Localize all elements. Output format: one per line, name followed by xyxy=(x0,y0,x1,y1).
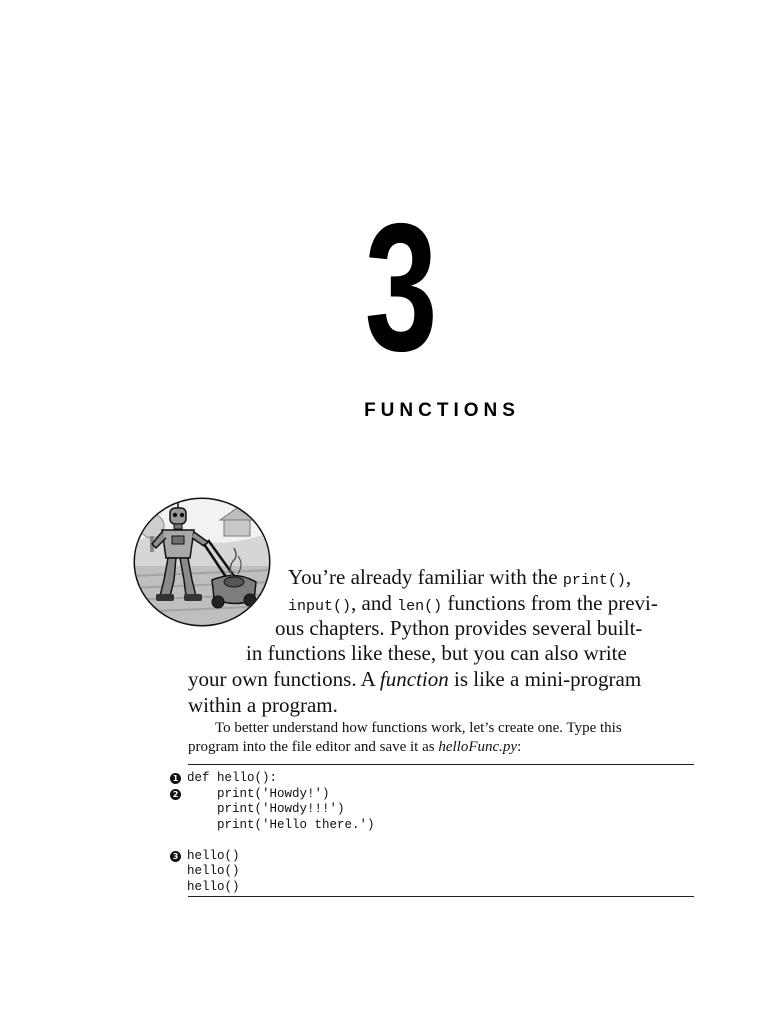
intro-line-2-mid: , and xyxy=(351,591,398,615)
para-line-1: To better understand how functions work, let’s create one. Type this xyxy=(215,720,622,736)
inline-code-input: input() xyxy=(288,598,352,615)
intro-line-1-text: You’re already familiar with the xyxy=(288,565,563,589)
code-top-rule xyxy=(188,764,694,765)
code-text: hello() xyxy=(187,864,240,878)
code-text: print('Hello there.') xyxy=(187,817,375,832)
intro-line-4: in functions like these, but you can also write xyxy=(246,641,627,665)
code-text: hello() xyxy=(187,848,240,863)
intro-line-3: ous chapters. Python provides several built- xyxy=(275,616,643,640)
intro-line-1-end: , xyxy=(625,565,632,589)
intro-line-5-end: is like a mini-program xyxy=(448,667,642,691)
code-text: print('Howdy!!!') xyxy=(187,802,345,816)
code-bottom-rule xyxy=(188,896,694,897)
inline-code-len: len() xyxy=(397,598,443,615)
para-line-2-end: : xyxy=(517,739,522,755)
code-text: hello() xyxy=(187,879,240,894)
callout-marker-2: 2 xyxy=(170,789,181,800)
code-text: print('Howdy!') xyxy=(187,786,330,801)
para-line-2 xyxy=(188,738,698,757)
intro-line-5 xyxy=(188,666,641,692)
filename-hellofunc: helloFunc.py xyxy=(438,739,518,755)
code-text: def hello(): xyxy=(187,771,278,785)
callout-marker-3: 3 xyxy=(170,851,181,862)
chapter-number: 3 xyxy=(364,185,435,389)
intro-line-6: within a program. xyxy=(188,693,338,717)
inline-code-print: print() xyxy=(562,572,626,589)
intro-line-5-start: your own functions. A xyxy=(188,667,380,691)
emphasis-function: function xyxy=(379,667,449,691)
para-line-2-start: program into the file editor and save it as xyxy=(188,739,439,755)
body-paragraph xyxy=(188,719,698,757)
chapter-title: FUNCTIONS xyxy=(364,400,520,421)
intro-line-2-end: functions from the previ- xyxy=(442,591,658,615)
robot-mowing-lawn-illustration xyxy=(132,496,272,628)
callout-marker-1: 1 xyxy=(170,773,181,784)
